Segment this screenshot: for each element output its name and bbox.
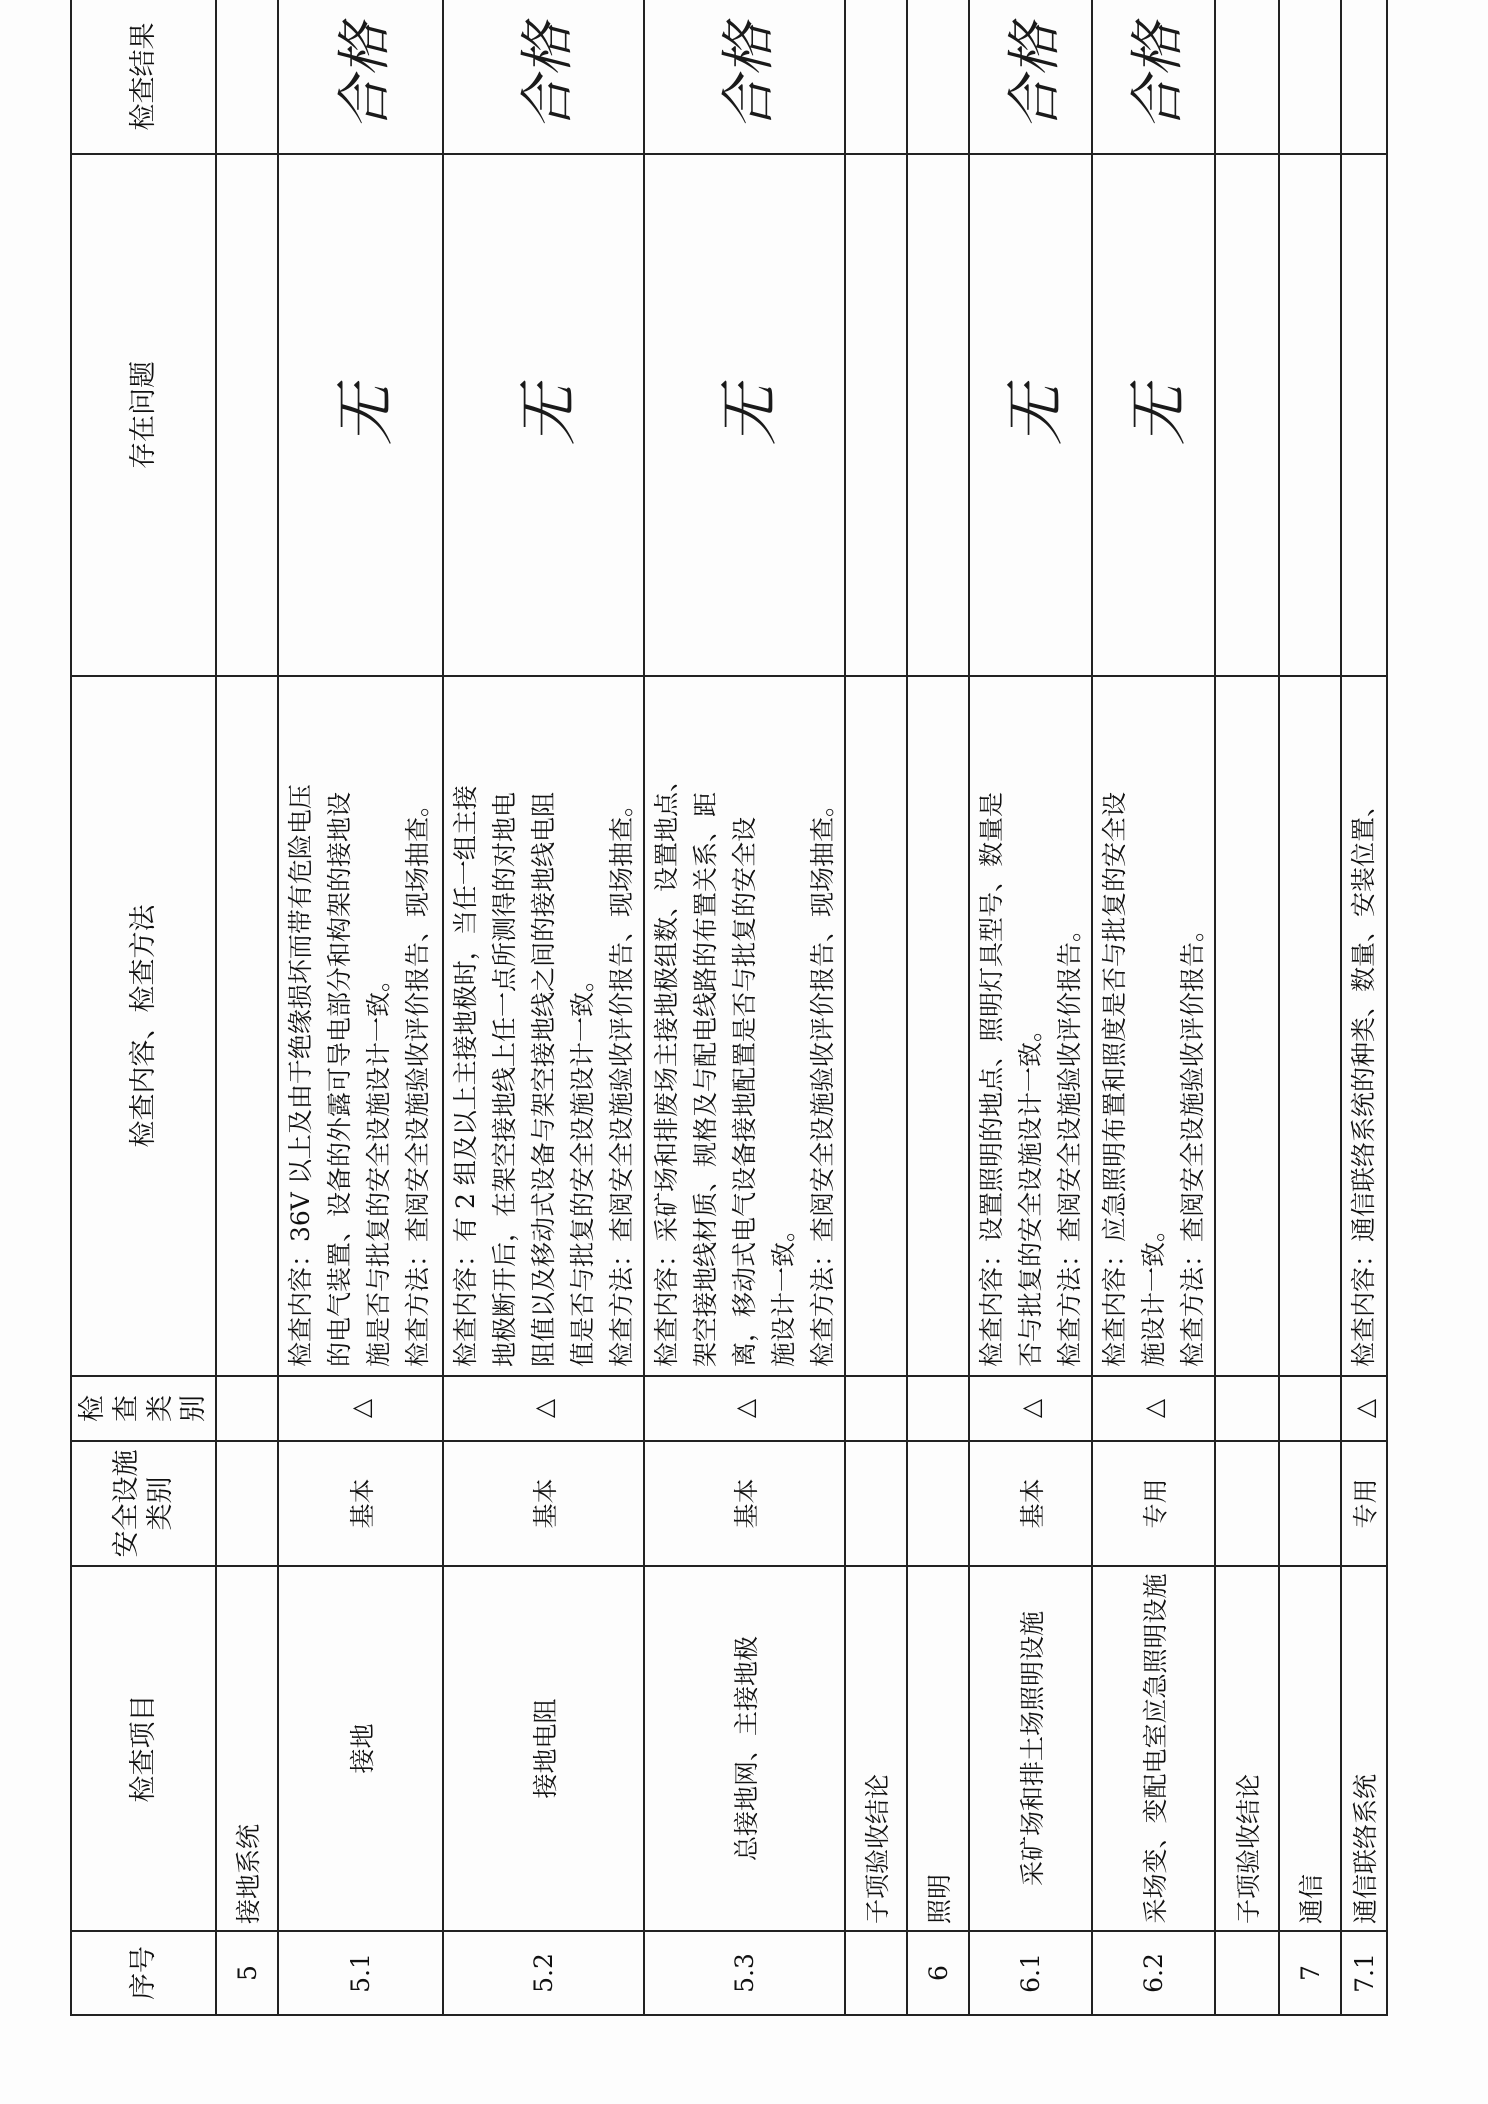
content-line: 检查内容：应急照明布置和照度是否与批复的安全设	[1100, 791, 1129, 1367]
content-line: 检查内容：通信联络系统的种类、数量、安装位置、	[1349, 791, 1378, 1367]
row-content	[969, 676, 1092, 1376]
content-line: 否与批复的安全设施设计一致。	[1016, 1016, 1045, 1367]
row-no: 6.2	[1092, 1931, 1215, 2015]
row-check-type: △	[1092, 1376, 1215, 1441]
row-item: 接地	[278, 1566, 443, 1931]
table-row-5-3	[644, 0, 845, 2015]
row-no: 6	[907, 1931, 969, 2015]
row-no: 5.2	[443, 1931, 644, 2015]
row-content	[1341, 676, 1387, 1376]
header-no: 序号	[71, 1931, 216, 2015]
row-item: 子项验收结论	[845, 1566, 907, 1931]
row-check-type: △	[644, 1376, 845, 1441]
row-no: 6.1	[969, 1931, 1092, 2015]
content-line: 检查内容：采矿场和排废场主接地极组数、设置地点、	[652, 766, 681, 1367]
header-item: 检查项目	[71, 1566, 216, 1931]
row-issue-handwritten: 无	[278, 154, 443, 676]
content-line: 架空接地线材质、规格及与配电线路的布置关系、距	[691, 791, 720, 1367]
row-facility-type: 专用	[1092, 1441, 1215, 1566]
header-row	[71, 0, 216, 2015]
table-row-section-5	[216, 0, 278, 2015]
table-row-5-2	[443, 0, 644, 2015]
row-no: 5	[216, 1931, 278, 2015]
row-issue-handwritten: 无	[1092, 154, 1215, 676]
content-line: 离，移动式电气设备接地配置是否与批复的安全设	[730, 816, 759, 1367]
content-line: 阻值以及移动式设备与架空接地线之间的接地线电阻	[529, 791, 558, 1367]
row-issue	[1341, 154, 1387, 676]
row-result-handwritten: 合格	[1092, 0, 1215, 154]
row-no: 7.1	[1341, 1931, 1387, 2015]
row-issue-handwritten: 无	[969, 154, 1092, 676]
row-item: 通信	[1279, 1566, 1341, 1931]
row-item: 子项验收结论	[1215, 1566, 1279, 1931]
row-item: 采场变、变配电室应急照明设施	[1092, 1566, 1215, 1931]
row-facility-type: 基本	[278, 1441, 443, 1566]
row-item: 接地系统	[216, 1566, 278, 1931]
header-result: 检查结果	[71, 0, 216, 154]
row-no: 5.1	[278, 1931, 443, 2015]
row-result-handwritten: 合格	[443, 0, 644, 154]
content-line: 施是否与批复的安全设施设计一致。	[364, 966, 393, 1367]
row-check-type: △	[443, 1376, 644, 1441]
content-line: 检查方法：查阅安全设施验收评价报告。	[1178, 916, 1207, 1367]
header-check-type: 检查类别	[71, 1376, 216, 1441]
content-line: 检查方法：查阅安全设施验收评价报告。	[1055, 916, 1084, 1367]
content-line: 检查方法：查阅安全设施验收评价报告、现场抽查。	[808, 791, 837, 1367]
row-item: 照明	[907, 1566, 969, 1931]
row-issue-handwritten: 无	[443, 154, 644, 676]
row-issue-handwritten: 无	[644, 154, 845, 676]
row-no: 5.3	[644, 1931, 845, 2015]
content-line: 施设计一致。	[1139, 1216, 1168, 1367]
table-row-6-1	[969, 0, 1092, 2015]
inspection-table	[70, 0, 1388, 2016]
row-facility-type: 基本	[969, 1441, 1092, 1566]
row-content	[278, 676, 443, 1376]
row-check-type: △	[1341, 1376, 1387, 1441]
row-result-handwritten: 合格	[278, 0, 443, 154]
content-line: 地极断开后，在架空接地线上任一点所测得的对地电	[490, 791, 519, 1367]
table-row-conclusion-5	[845, 0, 907, 2015]
content-line: 的电气装置、设备的外露可导电部分和构架的接地设	[325, 791, 354, 1367]
row-check-type: △	[969, 1376, 1092, 1441]
row-result-handwritten: 合格	[969, 0, 1092, 154]
row-facility-type: 基本	[443, 1441, 644, 1566]
table-row-section-7	[1279, 0, 1341, 2015]
row-no: 7	[1279, 1931, 1341, 2015]
content-line: 检查内容：有 2 组及以上主接地极时，当任一组主接	[451, 785, 480, 1367]
table-row-5-1	[278, 0, 443, 2015]
row-facility-type: 专用	[1341, 1441, 1387, 1566]
row-check-type: △	[278, 1376, 443, 1441]
content-line: 检查内容：设置照明的地点、照明灯具型号、数量是	[977, 791, 1006, 1367]
table-row-section-6	[907, 0, 969, 2015]
row-result	[1341, 0, 1387, 154]
row-item: 总接地网、主接地极	[644, 1566, 845, 1931]
row-content	[644, 676, 845, 1376]
header-issues: 存在问题	[71, 154, 216, 676]
row-facility-type: 基本	[644, 1441, 845, 1566]
header-content: 检查内容、检查方法	[71, 676, 216, 1376]
content-line: 检查方法：查阅安全设施验收评价报告、现场抽查。	[607, 791, 636, 1367]
row-content	[1092, 676, 1215, 1376]
content-line: 检查内容：36V 以上及由于绝缘损坏而带有危险电压	[286, 784, 315, 1367]
header-facility-type: 安全设施类别	[71, 1441, 216, 1566]
content-line: 值是否与批复的安全设施设计一致。	[568, 966, 597, 1367]
row-content	[443, 676, 644, 1376]
content-line: 施设计一致。	[769, 1216, 798, 1367]
content-line: 检查方法：查阅安全设施验收评价报告、现场抽查。	[403, 791, 432, 1367]
row-item: 通信联络系统	[1341, 1566, 1387, 1931]
rotated-table-container	[70, 0, 1380, 2016]
row-item: 接地电阻	[443, 1566, 644, 1931]
row-result-handwritten: 合格	[644, 0, 845, 154]
row-item: 采矿场和排土场照明设施	[969, 1566, 1092, 1931]
table-row-conclusion-6	[1215, 0, 1279, 2015]
table-row-6-2	[1092, 0, 1215, 2015]
table-row-7-1	[1341, 0, 1387, 2015]
